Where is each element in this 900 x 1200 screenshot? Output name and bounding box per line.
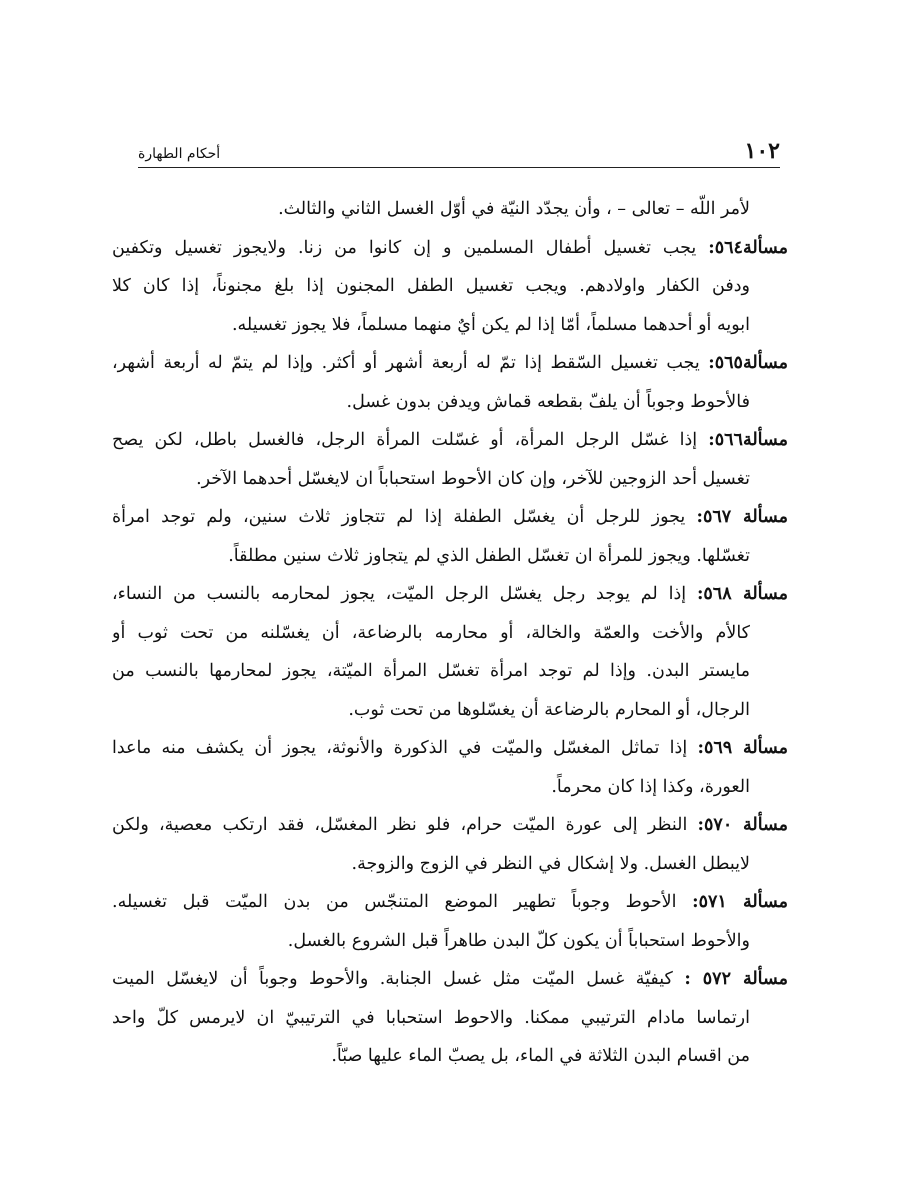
line-text: مايستر البدن. وإذا لم توجد امرأة تغسّل المرأة الميّتة، يجوز لمحارمها بالنسب من — [112, 661, 750, 681]
question-number: مسألة٥٦٥: — [708, 353, 788, 373]
line-text: يجب تغسيل السّقط إذا تمّ له أربعة أشهر أو أكثر. وإذا لم يتمّ له أربعة أشهر، — [112, 353, 709, 373]
line-text: العورة، وكذا إذا كان محرماً. — [551, 776, 750, 797]
line-text: تغسّلها. ويجوز للمرأة ان تغسّل الطفل الذي لم يتجاوز ثلاث سنين مطلقاً. — [228, 545, 750, 566]
line-text: لأمر اللّه – تعالى – ، وأن يجدّد النيّة في أوّل الغسل الثاني والثالث. — [278, 199, 750, 219]
text-line — [112, 883, 788, 922]
line-text: ابويه أو أحدهما مسلماً، أمّا إذا لم يكن أيٌ منهما مسلماً، فلا يجوز تغسيله. — [231, 314, 750, 335]
line-text: لايبطل الغسل. ولا إشكال في النظر في الزوج والزوجة. — [351, 853, 750, 874]
text-line — [112, 691, 788, 730]
text-line — [112, 999, 788, 1038]
body-text — [112, 190, 788, 1076]
text-line — [112, 537, 788, 576]
text-line — [112, 267, 788, 306]
text-line — [112, 729, 788, 768]
line-text: والأحوط استحباباً أن يكون كلّ البدن طاهراً قبل الشروع بالغسل. — [287, 930, 750, 951]
line-text: إذا تماثل المغسّل والميّت في الذكورة والأنوثة، يجوز أن يكشف منه ماعدا — [112, 738, 698, 758]
question-number: مسألة ٥٧٠: — [697, 815, 788, 835]
question-number: مسألة ٥٧٢ : — [684, 969, 788, 989]
text-line — [112, 344, 788, 383]
text-line — [112, 421, 788, 460]
question-number: مسألة ٥٧١: — [692, 892, 788, 912]
text-line — [112, 806, 788, 845]
line-text: كالأم والأخت والعمّة والخالة، أو محارمه بالرضاعة، أن يغسّلنه من تحت ثوب أو — [112, 622, 750, 643]
text-line — [112, 306, 788, 345]
line-text: النظر إلى عورة الميّت حرام، فلو نظر المغسّل، فقد ارتكب معصية، ولكن — [112, 815, 698, 835]
line-text: فالأحوط وجوباً أن يلفّ بقطعه قماش ويدفن بدون غسل. — [346, 391, 750, 412]
book-title: أحكام الطهارة — [138, 146, 221, 162]
line-text: يجب تغسيل أطفال المسلمين و إن كانوا من زنا. ولايجوز تغسيل وتكفين — [112, 237, 709, 258]
running-head — [138, 138, 780, 162]
line-text: تغسيل أحد الزوجين للآخر، وإن كان الأحوط استحباباً ان لايغسّل أحدهما الآخر. — [196, 468, 750, 489]
text-line — [112, 383, 788, 422]
text-line — [112, 614, 788, 653]
line-text: يجوز للرجل أن يغسّل الطفلة إذا لم تتجاوز ثلاث سنين، ولم توجد امرأة — [112, 507, 697, 527]
text-line — [112, 190, 788, 229]
text-line — [112, 922, 788, 961]
page-number: ١٠٢ — [744, 138, 780, 164]
text-line — [112, 575, 788, 614]
text-line — [112, 460, 788, 499]
question-number: مسألة٥٦٤: — [708, 237, 788, 258]
text-line — [112, 498, 788, 537]
text-line — [112, 845, 788, 884]
text-line — [112, 652, 788, 691]
header-divider — [138, 167, 780, 168]
question-number: مسألة ٥٦٧: — [696, 507, 788, 527]
line-text: إذا لم يوجد رجل يغسّل الرجل الميّت، يجوز لمحارمه بالنسب من النساء، — [112, 584, 697, 604]
text-line — [112, 768, 788, 807]
question-number: مسألة ٥٦٨: — [696, 584, 788, 604]
question-number: مسألة٥٦٦: — [708, 430, 788, 450]
line-text: الأحوط وجوباً تطهير الموضع المتنجّس من بدن الميّت قبل تغسيله. — [112, 892, 693, 912]
text-line — [112, 960, 788, 999]
line-text: إذا غسّل الرجل المرأة، أو غسّلت المرأة الرجل، فالغسل باطل، لكن يصح — [112, 430, 709, 450]
text-line — [112, 229, 788, 268]
text-line — [112, 1037, 788, 1076]
line-text: الرجال، أو المحارم بالرضاعة أن يغسّلوها من تحت ثوب. — [348, 699, 750, 720]
line-text: ودفن الكفار واولادهم. ويجب تغسيل الطفل المجنون إذا بلغ مجنوناً، إذا كان كلا — [112, 276, 750, 296]
line-text: كيفيّة غسل الميّت مثل غسل الجنابة. والأحوط وجوباً أن لايغسّل الميت — [112, 969, 685, 989]
line-text: من اقسام البدن الثلاثة في الماء، بل يصبّ الماء عليها صبّاً. — [331, 1046, 750, 1066]
question-number: مسألة ٥٦٩: — [697, 738, 788, 758]
line-text: ارتماسا مادام الترتيبي ممكنا. والاحوط استحبابا في الترتيبيّ ان لايرمس كلّ واحد — [112, 1007, 750, 1028]
